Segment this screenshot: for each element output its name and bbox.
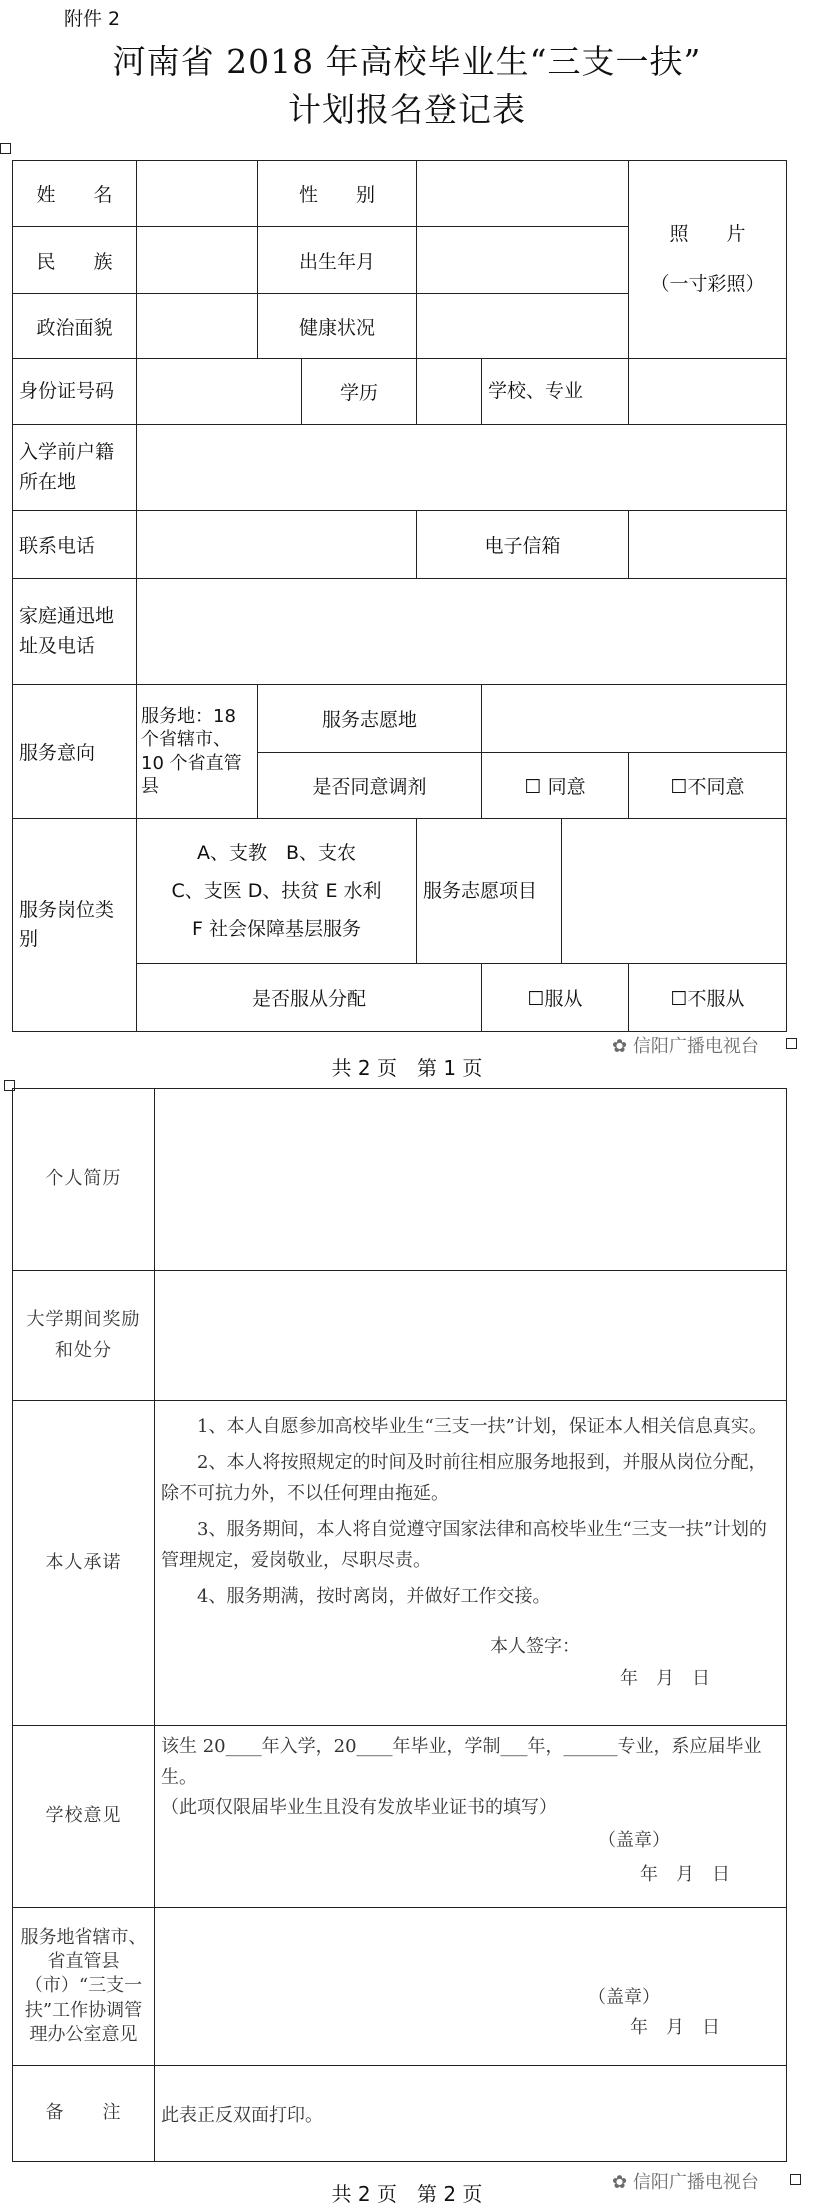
- photo-box[interactable]: [629, 161, 787, 359]
- input-education[interactable]: [417, 359, 482, 425]
- post-options-line1: A、支教 B、支农: [196, 842, 357, 864]
- form-subtitle: 计划报名登记表: [288, 90, 526, 129]
- input-awards[interactable]: [155, 1271, 787, 1401]
- watermark-text: 信阳广播电视台: [632, 2172, 759, 2193]
- input-preferred-place[interactable]: [482, 685, 787, 753]
- office-date: 年 月 日: [630, 2016, 720, 2038]
- option-obey-label: 服从: [544, 988, 583, 1010]
- school-seal: （盖章）: [598, 1829, 670, 1851]
- label-health: 健康状况: [258, 294, 417, 359]
- label-remark: 备 注: [13, 2066, 155, 2162]
- label-office-opinion: 服务地省辖市、省直管县（市）“三支一扶”工作协调管理办公室意见: [13, 1908, 155, 2066]
- remark-text: 此表正反双面打印。: [155, 2066, 787, 2162]
- checkbox-not-obey-icon[interactable]: ☐: [670, 988, 688, 1010]
- registration-table-page2: [12, 1088, 787, 2162]
- watermark-text: 信阳广播电视台: [632, 1036, 759, 1057]
- input-politics[interactable]: [137, 294, 258, 359]
- label-politics: 政治面貌: [13, 294, 137, 359]
- input-birth[interactable]: [417, 227, 629, 294]
- wechat-icon: ✿: [612, 1036, 628, 1057]
- option-disagree-label: 不同意: [687, 776, 745, 798]
- pledge-item-3: 3、服务期间，本人将自觉遵守国家法律和高校毕业生“三支一扶”计划的管理规定，爱岗敬业，尽职尽责。: [161, 1518, 767, 1571]
- input-name[interactable]: [137, 161, 258, 227]
- checkbox-obey-icon[interactable]: ☐: [527, 988, 545, 1010]
- label-education: 学历: [302, 359, 417, 425]
- label-intention: 服务意向: [13, 685, 137, 819]
- label-school-opinion: 学校意见: [13, 1726, 155, 1908]
- option-disagree[interactable]: [629, 753, 787, 819]
- pledge-item-1: 1、本人自愿参加高校毕业生“三支一扶”计划，保证本人相关信息真实。: [197, 1416, 767, 1437]
- label-home-address: 家庭通迅地址及电话: [13, 579, 137, 685]
- form-title: 河南省 2018 年高校毕业生“三支一扶”: [112, 42, 702, 81]
- label-volunteer-item: 服务志愿项目: [417, 819, 562, 964]
- input-resume[interactable]: [155, 1089, 787, 1271]
- checkbox-agree-icon[interactable]: ☐: [524, 776, 542, 798]
- pledge-date: 年 月 日: [620, 1668, 710, 1689]
- page2-footer: 共 2 页 第 2 页: [331, 2182, 483, 2206]
- post-options-line2: C、支医 D、扶贫 E 水利: [171, 880, 382, 902]
- input-id-number[interactable]: [137, 359, 302, 425]
- input-household[interactable]: [137, 425, 787, 511]
- page1-footer: 共 2 页 第 1 页: [331, 1056, 483, 1080]
- label-school-major: 学校、专业: [482, 359, 629, 425]
- photo-note: （一寸彩照）: [650, 272, 765, 295]
- input-gender[interactable]: [417, 161, 629, 227]
- label-gender: 性 别: [258, 161, 417, 227]
- option-agree-label: 同意: [547, 776, 586, 798]
- label-email: 电子信箱: [417, 511, 629, 579]
- label-pledge: 本人承诺: [13, 1401, 155, 1726]
- signature-label: 本人签字：: [490, 1636, 580, 1657]
- registration-table-page1: [12, 160, 787, 1032]
- option-obey[interactable]: [482, 964, 629, 1032]
- input-home-address[interactable]: [137, 579, 787, 685]
- input-phone[interactable]: [137, 511, 417, 579]
- pledge-content: [155, 1401, 787, 1726]
- label-ethnicity: 民 族: [13, 227, 137, 294]
- input-school-major[interactable]: [629, 359, 787, 425]
- school-opinion-text: 该生 20____年入学，20____年毕业，学制___年，______专业，系应届毕业生。: [161, 1736, 762, 1788]
- label-obey-assign: 是否服从分配: [137, 964, 482, 1032]
- photo-label: 照 片: [669, 223, 746, 246]
- service-area-note: 服务地：18 个省辖市、10 个省直管县: [137, 685, 258, 819]
- pledge-item-4: 4、服务期满，按时离岗，并做好工作交接。: [197, 1585, 551, 1607]
- label-resume: 个人简历: [13, 1089, 155, 1271]
- label-phone: 联系电话: [13, 511, 137, 579]
- checkbox-disagree-icon[interactable]: ☐: [670, 776, 688, 798]
- post-options: [137, 819, 417, 964]
- input-ethnicity[interactable]: [137, 227, 258, 294]
- label-name: 姓 名: [13, 161, 137, 227]
- wechat-icon: ✿: [612, 2172, 628, 2193]
- school-opinion-content: [155, 1726, 787, 1908]
- label-household: 入学前户籍所在地: [13, 425, 137, 511]
- office-seal: （盖章）: [588, 1986, 660, 2008]
- school-date: 年 月 日: [640, 1864, 730, 1886]
- input-volunteer-item[interactable]: [562, 819, 787, 964]
- office-opinion-content: [155, 1908, 787, 2066]
- label-accept-adjust: 是否同意调剂: [258, 753, 482, 819]
- label-post-type: 服务岗位类别: [13, 819, 137, 1032]
- label-preferred-place: 服务志愿地: [258, 685, 482, 753]
- input-health[interactable]: [417, 294, 629, 359]
- option-agree[interactable]: [482, 753, 629, 819]
- label-birth: 出生年月: [258, 227, 417, 294]
- label-awards: 大学期间奖励和处分: [13, 1271, 155, 1401]
- attachment-label: 附件 2: [64, 8, 121, 30]
- label-id-number: 身份证号码: [13, 359, 137, 425]
- input-email[interactable]: [629, 511, 787, 579]
- post-options-line3: F 社会保障基层服务: [192, 918, 361, 940]
- corner-mark: [0, 143, 11, 154]
- school-opinion-note: （此项仅限届毕业生且没有发放毕业证书的填写）: [161, 1797, 557, 1819]
- pledge-item-2: 2、本人将按照规定的时间及时前往相应服务地报到，并服从岗位分配，除不可抗力外，不以任何理由拖延。: [161, 1451, 767, 1504]
- option-not-obey[interactable]: [629, 964, 787, 1032]
- option-not-obey-label: 不服从: [687, 988, 745, 1010]
- corner-mark: [786, 1038, 797, 1049]
